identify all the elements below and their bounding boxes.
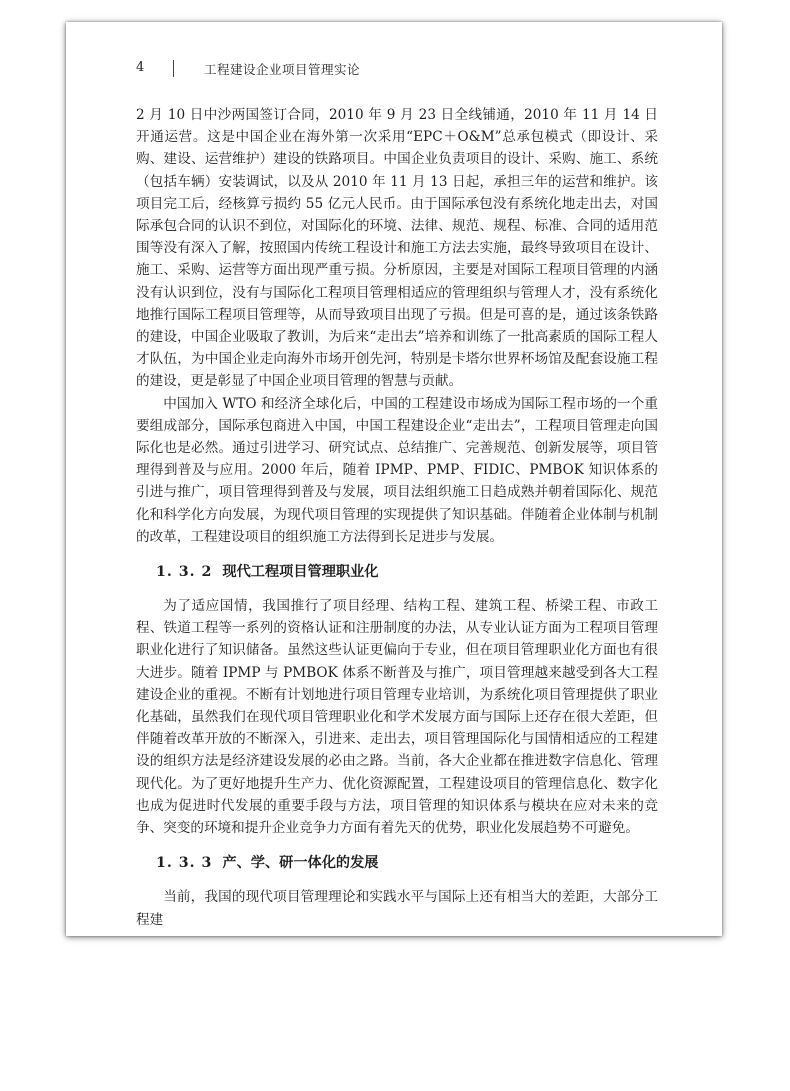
section-number: 1. 3. 3 — [156, 855, 213, 872]
page-body — [136, 104, 658, 931]
body-paragraph: 中国加入 WTO 和经济全球化后，中国的工程建设市场成为国际工程市场的一个重要组成部分，国际承包商进入中国，中国工程建设企业“走出去”，工程项目管理走向国际化也是必然。通过引进学习、研究试点、总结推广、完善规范、创新发展等，项目管理得到普及与应用。2000 年后，随着 IPMP、PMP、FIDIC、PMBOK 知识体系的引进与推广，项目管理得到普及与发展，项目法组织施工日趋成熟并朝着国际化、规范化和科学化方向发展，为现代项目管理的实现提供了知识基础。伴随着企业体制与机制的改革，工程建设项目的组织施工方法得到长足进步与发展。 — [136, 395, 658, 545]
section-number: 1. 3. 2 — [156, 564, 213, 581]
running-title: 工程建设企业项目管理实论 — [204, 62, 361, 77]
section-title: 产、学、研一体化的发展 — [222, 855, 379, 872]
header-divider — [173, 60, 174, 77]
section-heading-1-3-2 — [136, 561, 658, 583]
body-paragraph: 2 月 10 日中沙两国签订合同，2010 年 9 月 23 日全线铺通，2010 年 11 月 14 日开通运营。这是中国企业在海外第一次采用“EPC＋O&M”总承包模式（即设计、采购、建设、运营维护）建设的铁路项目。中国企业负责项目的设计、采购、施工、系统（包括车辆）安装调试，以及从 2010 年 11 月 13 日起，承担三年的运营和维护。该项目完工后，经核算亏损约 55 亿元人民币。由于国际承包没有系统化地走出去，对国际承包合同的认识不到位，对国际化的环境、法律、规范、规程、标准、合同的适用范围等没有深入了解，按照国内传统工程设计和施工方法去实施，最终导致项目在设计、施工、采购、运营等方面出现严重亏损。分析原因，主要是对国际工程项目管理的内涵没有认识到位，没有与国际化工程项目管理相适应的管理组织与管理人才，没有系统化地推行国际工程项目管理等，从而导致项目出现了亏损。但是可喜的是，通过该条铁路的建设，中国企业吸取了教训，为后来“走出去”培养和训练了一批高素质的国际工程人才队伍，为中国企业走向海外市场开创先河，特别是卡塔尔世界杯场馆及配套设施工程的建设，更是彰显了中国企业项目管理的智慧与贡献。 — [136, 107, 658, 390]
section-heading-1-3-3 — [136, 852, 658, 874]
body-paragraph: 为了适应国情，我国推行了项目经理、结构工程、建筑工程、桥梁工程、市政工程、铁道工程等一系列的资格认证和注册制度的办法，从专业认证方面为工程项目管理职业化进行了知识储备。虽然这些认证更偏向于专业，但在项目管理职业化方面也有很大进步。随着 IPMP 与 PMBOK 体系不断普及与推广，项目管理越来越受到各大工程建设企业的重视。不断有计划地进行项目管理专业培训，为系统化项目管理提供了职业化基础，虽然我们在现代项目管理职业化和学术发展方面与国际上还存在很大差距，但伴随着改革开放的不断深入，引进来、走出去，项目管理国际化与国情相适应的工程建设的组织方法是经济建设发展的必由之路。当前，各大企业都在推进数字信息化、管理现代化。为了更好地提升生产力、优化资源配置，工程建设项目的管理信息化、数字化也成为促进时代发展的重要手段与方法，项目管理的知识体系与模块在应对未来的竞争、突变的环境和提升企业竞争力方面有着先天的优势，职业化发展趋势不可避免。 — [136, 598, 658, 837]
document-page — [66, 22, 722, 936]
page-header — [66, 60, 722, 80]
section-title: 现代工程项目管理职业化 — [222, 564, 379, 581]
body-paragraph: 当前，我国的现代项目管理理论和实践水平与国际上还有相当大的差距，大部分工程建 — [136, 889, 658, 928]
page-number: 4 — [136, 60, 145, 75]
